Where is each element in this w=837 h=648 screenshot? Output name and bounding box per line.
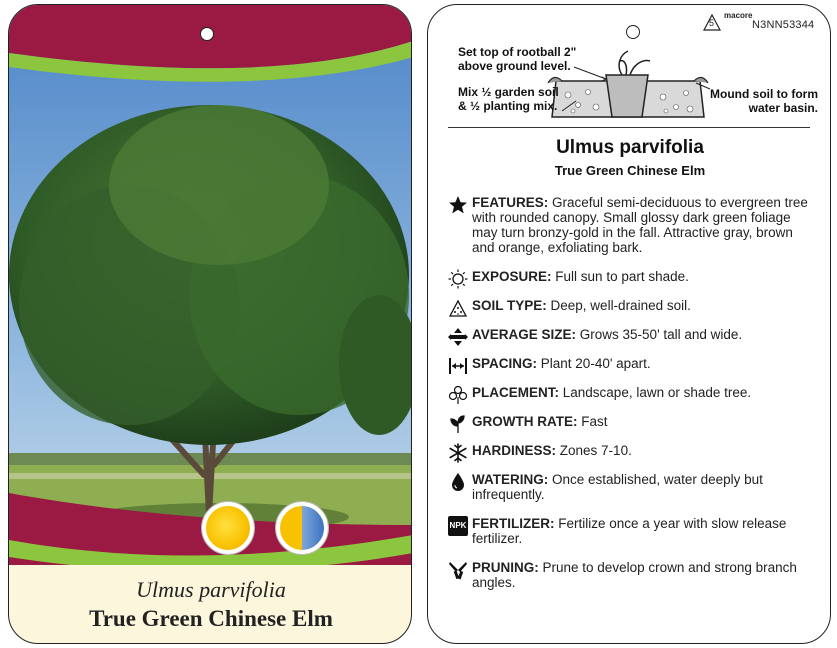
back-tag bbox=[427, 4, 831, 644]
diagram-label-right: Mound soil to form water basin. bbox=[710, 87, 818, 115]
attr-fertilizer: NPK FERTILIZER: Fertilize once a year with slow release fertilizer. bbox=[449, 516, 787, 546]
recycle-number: 5 bbox=[709, 18, 715, 28]
back-common-name: True Green Chinese Elm bbox=[554, 163, 706, 178]
npk-icon: NPK bbox=[448, 516, 468, 536]
diagram-label-left: Mix ½ garden soil & ½ planting mix. bbox=[458, 85, 559, 113]
full-sun-icon bbox=[202, 502, 254, 554]
attr-exposure: EXPOSURE: Full sun to part shade. bbox=[448, 269, 818, 289]
sun-icon bbox=[448, 269, 468, 289]
tree-photo bbox=[9, 5, 412, 565]
hang-hole bbox=[200, 27, 214, 41]
pruners-icon bbox=[448, 560, 468, 580]
attr-spacing: SPACING: Plant 20-40' apart. bbox=[448, 356, 818, 376]
brand-name: macore bbox=[724, 11, 753, 20]
placement-icon bbox=[448, 385, 468, 405]
growth-icon bbox=[448, 414, 468, 434]
attr-pruning: PRUNING: Prune to develop crown and strong branch angles. bbox=[448, 560, 818, 594]
snowflake-icon bbox=[448, 443, 468, 463]
attr-growth: GROWTH RATE: Fast bbox=[448, 414, 818, 434]
front-botanical-name: Ulmus parvifolia bbox=[136, 577, 286, 602]
back-botanical-name: Ulmus parvifolia bbox=[556, 137, 704, 158]
star-icon bbox=[448, 195, 468, 215]
front-common-name: True Green Chinese Elm bbox=[89, 606, 333, 631]
diagram-label-top: Set top of rootball 2" above ground level. bbox=[458, 45, 577, 73]
front-tag bbox=[8, 4, 412, 644]
attr-placement: PLACEMENT: Landscape, lawn or shade tree. bbox=[448, 385, 818, 405]
size-icon bbox=[448, 327, 468, 347]
divider bbox=[448, 127, 810, 128]
water-drop-icon bbox=[448, 472, 468, 492]
sku-code: N3NN53344 bbox=[752, 19, 815, 31]
spacing-icon bbox=[448, 356, 468, 376]
attr-watering: WATERING: Once established, water deeply but infrequently. bbox=[448, 472, 818, 506]
part-shade-icon bbox=[276, 502, 328, 554]
attr-hardiness: HARDINESS: Zones 7-10. bbox=[448, 443, 818, 463]
soil-icon bbox=[448, 298, 468, 318]
planting-diagram bbox=[438, 37, 822, 133]
attr-soil: SOIL TYPE: Deep, well-drained soil. bbox=[448, 298, 818, 318]
attr-features: FEATURES: Graceful semi-deciduous to evergreen tree with rounded canopy. Small glossy dark green foliage may turn bronzy-gold in the fall. Attractive gray, brown and orange, exfoliating bark. bbox=[448, 195, 818, 259]
attr-size: AVERAGE SIZE: Grows 35-50' tall and wide. bbox=[448, 327, 818, 347]
